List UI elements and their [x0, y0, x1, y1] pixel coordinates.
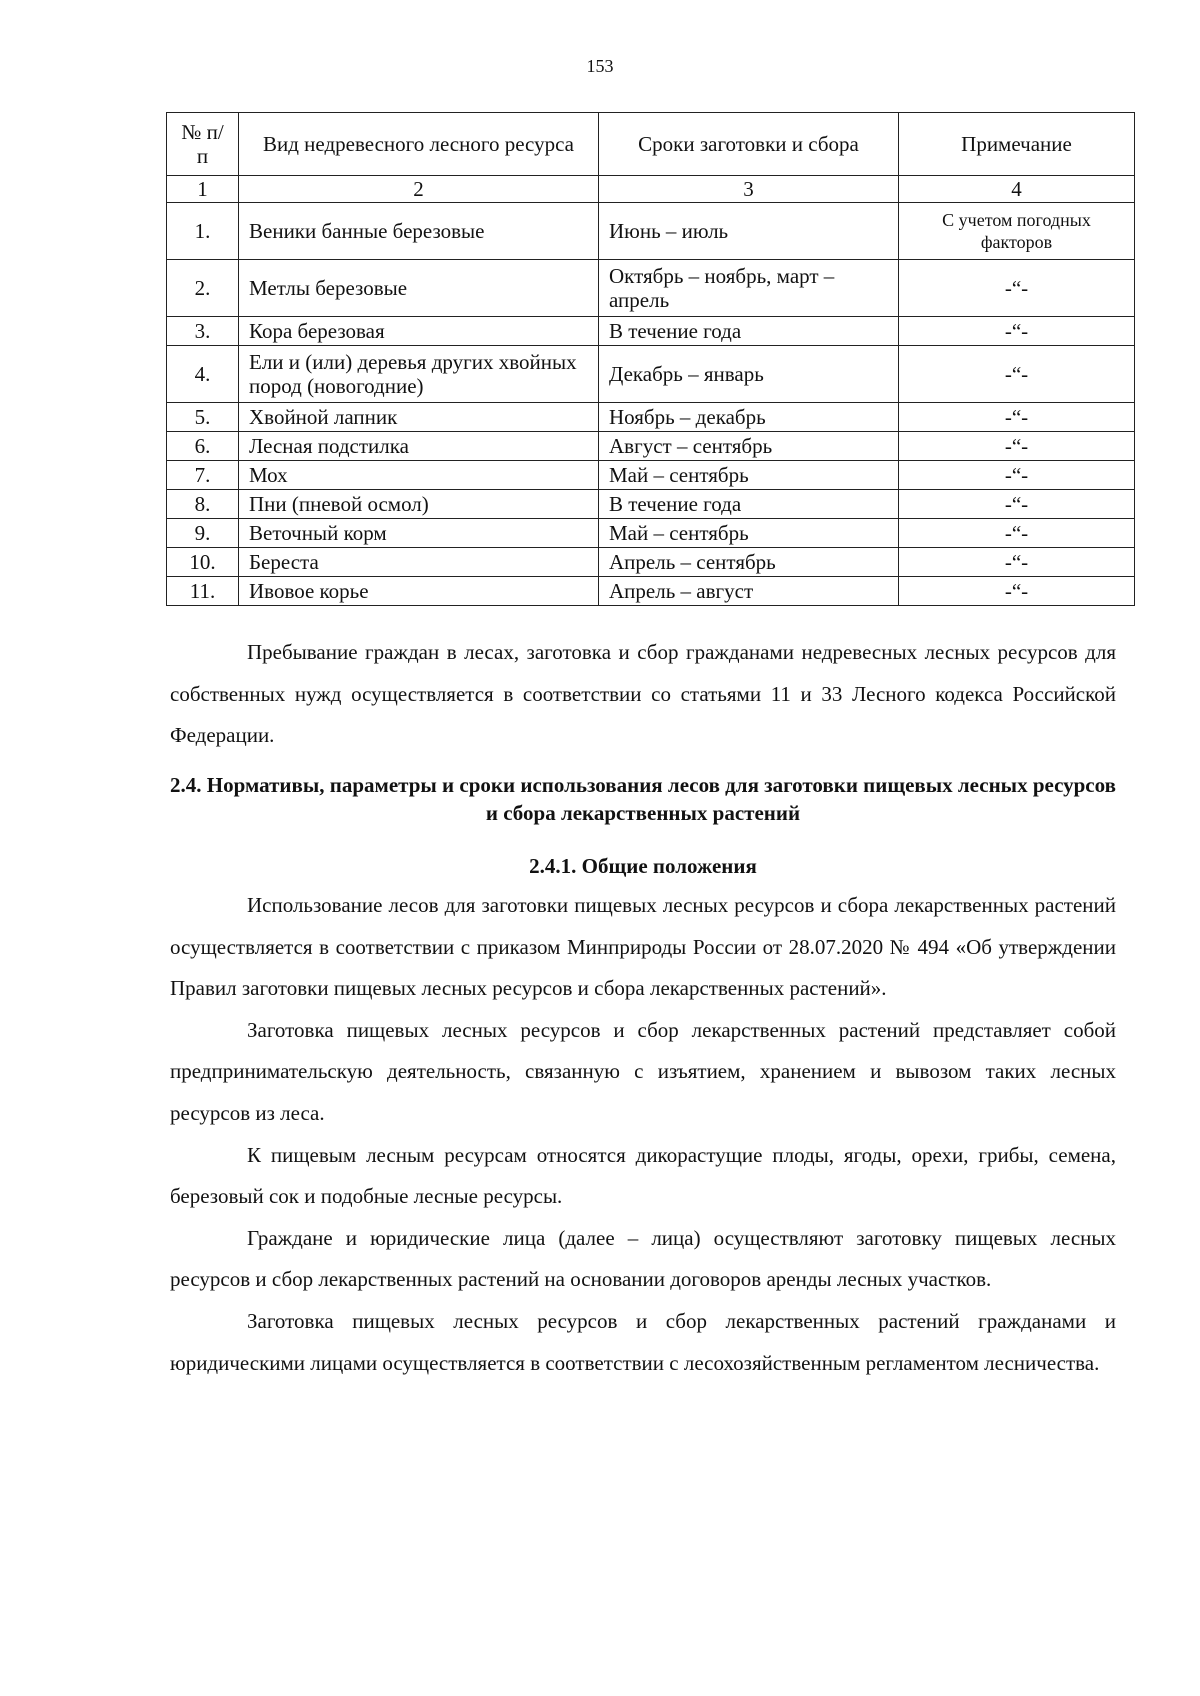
header-note: Примечание — [899, 113, 1135, 176]
row-note: -“- — [899, 490, 1135, 519]
body-paragraph: Заготовка пищевых лесных ресурсов и сбор лекарственных растений гражданами и юридическими лицами осуществляется в соответствии с лесохозяйственным регламентом лесничества. — [170, 1308, 1116, 1375]
header-num: № п/п — [167, 113, 239, 176]
row-note: -“- — [899, 317, 1135, 346]
row-note: -“- — [899, 577, 1135, 606]
header-type: Вид недревесного лесного ресурса — [239, 113, 599, 176]
row-note: С учетом погодных факторов — [899, 203, 1135, 260]
row-num: 10. — [167, 548, 239, 577]
row-num: 11. — [167, 577, 239, 606]
row-period: Апрель – август — [599, 577, 899, 606]
row-note: -“- — [899, 260, 1135, 317]
table-row — [167, 490, 1135, 519]
paragraph-after-table-block — [170, 632, 1116, 757]
paragraph-after-table: Пребывание граждан в лесах, заготовка и сбор гражданами недревесных лесных ресурсов для собственных нужд осуществляется в соответствии со статьями 11 и 33 Лесного кодекса Российской Федерации. — [170, 640, 1116, 748]
row-period: Апрель – сентябрь — [599, 548, 899, 577]
row-type: Метлы березовые — [239, 260, 599, 317]
row-type: Пни (пневой осмол) — [239, 490, 599, 519]
row-num: 7. — [167, 461, 239, 490]
table-row — [167, 548, 1135, 577]
column-number: 4 — [899, 176, 1135, 203]
table-row — [167, 461, 1135, 490]
row-type: Веники банные березовые — [239, 203, 599, 260]
row-note: -“- — [899, 403, 1135, 432]
row-period: Август – сентябрь — [599, 432, 899, 461]
table-header-row — [167, 113, 1135, 176]
row-period: В течение года — [599, 490, 899, 519]
header-period: Сроки заготовки и сбора — [599, 113, 899, 176]
body-paragraph: К пищевым лесным ресурсам относятся дикорастущие плоды, ягоды, орехи, грибы, семена, березовый сок и подобные лесные ресурсы. — [170, 1142, 1116, 1209]
row-period: Октябрь – ноябрь, март – апрель — [599, 260, 899, 317]
section-heading: 2.4. Нормативы, параметры и сроки использования лесов для заготовки пищевых лесных ресурсов и сбора лекарственных растений — [170, 773, 1116, 825]
table-row — [167, 346, 1135, 403]
page-number: 153 — [586, 56, 614, 76]
table-row — [167, 203, 1135, 260]
row-type: Ели и (или) деревья других хвойных пород (новогодние) — [239, 346, 599, 403]
row-type: Кора березовая — [239, 317, 599, 346]
row-type: Мох — [239, 461, 599, 490]
row-type: Ивовое корье — [239, 577, 599, 606]
column-number-row — [167, 176, 1135, 203]
row-period: Май – сентябрь — [599, 461, 899, 490]
row-note: -“- — [899, 461, 1135, 490]
row-num: 2. — [167, 260, 239, 317]
row-type: Хвойной лапник — [239, 403, 599, 432]
row-note: -“- — [899, 432, 1135, 461]
resources-table — [166, 112, 1135, 606]
table-row — [167, 403, 1135, 432]
row-period: Июнь – июль — [599, 203, 899, 260]
body-text — [170, 885, 1116, 1384]
row-note: -“- — [899, 548, 1135, 577]
body-paragraph: Использование лесов для заготовки пищевых лесных ресурсов и сбора лекарственных растений осуществляется в соответствии с приказом Минприроды России от 28.07.2020 № 494 «Об утверждении Правил заготовки пищевых лесных ресурсов и сбора лекарственных растений». — [170, 893, 1116, 1001]
column-number: 1 — [167, 176, 239, 203]
table-row — [167, 260, 1135, 317]
row-num: 1. — [167, 203, 239, 260]
row-type: Береста — [239, 548, 599, 577]
subsection-heading: 2.4.1. Общие положения — [529, 854, 757, 878]
row-num: 3. — [167, 317, 239, 346]
row-type: Веточный корм — [239, 519, 599, 548]
row-period: Ноябрь – декабрь — [599, 403, 899, 432]
table-row — [167, 577, 1135, 606]
table-row — [167, 317, 1135, 346]
row-num: 5. — [167, 403, 239, 432]
row-period: Май – сентябрь — [599, 519, 899, 548]
row-num: 9. — [167, 519, 239, 548]
column-number: 2 — [239, 176, 599, 203]
row-type: Лесная подстилка — [239, 432, 599, 461]
row-period: Декабрь – январь — [599, 346, 899, 403]
body-paragraph: Заготовка пищевых лесных ресурсов и сбор лекарственных растений представляет собой предпринимательскую деятельность, связанную с изъятием, хранением и вывозом таких лесных ресурсов из леса. — [170, 1017, 1116, 1125]
row-num: 6. — [167, 432, 239, 461]
row-note: -“- — [899, 346, 1135, 403]
row-num: 4. — [167, 346, 239, 403]
body-paragraph: Граждане и юридические лица (далее – лица) осуществляют заготовку пищевых лесных ресурсов и сбор лекарственных растений на основании договоров аренды лесных участков. — [170, 1225, 1116, 1292]
table-row — [167, 519, 1135, 548]
row-period: В течение года — [599, 317, 899, 346]
table-row — [167, 432, 1135, 461]
row-num: 8. — [167, 490, 239, 519]
row-note: -“- — [899, 519, 1135, 548]
column-number: 3 — [599, 176, 899, 203]
